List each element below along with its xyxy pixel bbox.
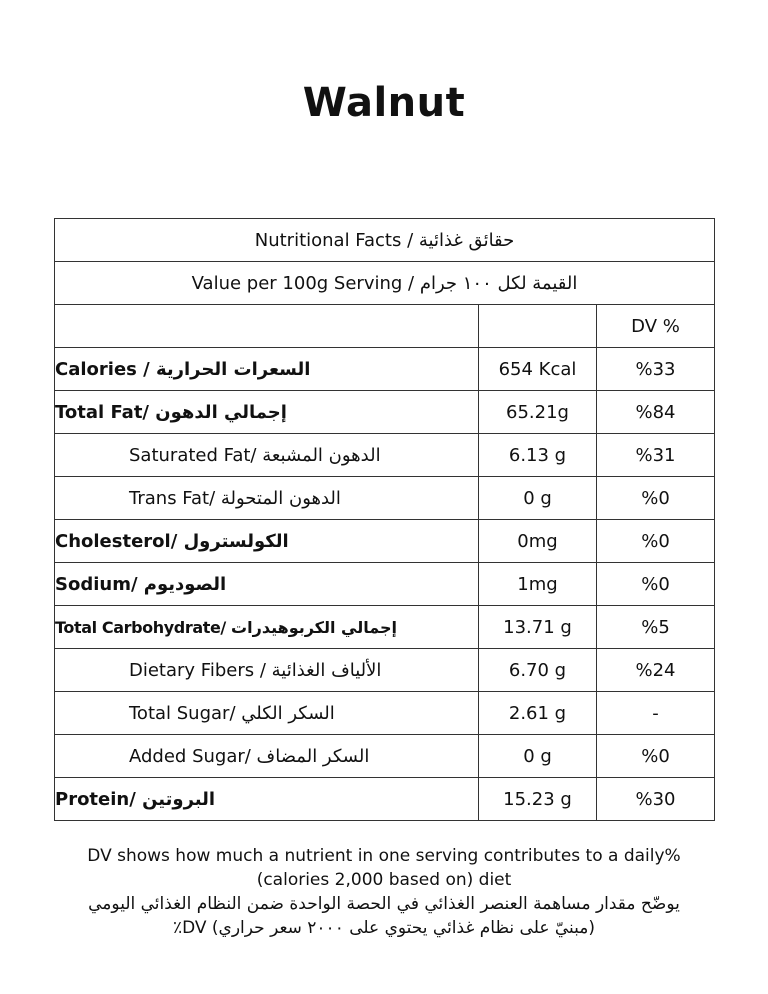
nutrient-dv: - <box>597 692 715 735</box>
dv-column-header: DV % <box>597 305 715 348</box>
table-row <box>55 348 715 391</box>
table-row <box>55 778 715 821</box>
nutrient-name: Dietary Fibers / الألياف الغذائية <box>55 649 479 692</box>
table-row <box>55 692 715 735</box>
nutrient-dv: %0 <box>597 563 715 606</box>
nutrient-name: Protein/ البروتين <box>55 778 479 821</box>
nutrient-dv: %33 <box>597 348 715 391</box>
nutrient-value: 654 Kcal <box>479 348 597 391</box>
nutrient-value: 0 g <box>479 735 597 778</box>
nutrient-dv: %0 <box>597 477 715 520</box>
nutrient-name: Sodium/ الصوديوم <box>55 563 479 606</box>
nutrient-value: 65.21g <box>479 391 597 434</box>
nutrient-name: Total Fat/ إجمالي الدهون <box>55 391 479 434</box>
nutrient-dv: %24 <box>597 649 715 692</box>
table-row <box>55 649 715 692</box>
nutrient-dv: %30 <box>597 778 715 821</box>
nutrient-name: Calories / السعرات الحرارية <box>55 348 479 391</box>
empty-header-cell <box>55 305 479 348</box>
footnote-arabic-line: يوضّح مقدار مساهمة العنصر الغذائي في الحصة الواحدة ضمن النظام الغذائي اليومي <box>88 894 680 914</box>
nutrient-name: Total Carbohydrate/ إجمالي الكربوهيدرات <box>55 606 479 649</box>
dv-footnote <box>40 844 728 940</box>
serving-row <box>55 262 715 305</box>
footnote-english-line: (calories 2,000 based on) diet <box>256 870 512 890</box>
nutrient-value: 13.71 g <box>479 606 597 649</box>
table-header-row <box>55 219 715 262</box>
nutrient-value: 15.23 g <box>479 778 597 821</box>
nutrient-dv: %5 <box>597 606 715 649</box>
nutrient-value: 0mg <box>479 520 597 563</box>
product-title: Walnut <box>302 80 466 126</box>
serving-size-label: Value per 100g Serving / القيمة لكل ١٠٠ جرام <box>55 262 715 305</box>
nutrient-name: Saturated Fat/ الدهون المشبعة <box>55 434 479 477</box>
nutrient-dv: %31 <box>597 434 715 477</box>
nutrient-name: Trans Fat/ الدهون المتحولة <box>55 477 479 520</box>
nutrient-value: 6.70 g <box>479 649 597 692</box>
footnote-english-line: DV shows how much a nutrient in one serving contributes to a daily% <box>87 846 681 866</box>
nutrition-facts-table <box>54 218 715 821</box>
table-row <box>55 391 715 434</box>
nutrient-value: 0 g <box>479 477 597 520</box>
nutrient-name: Total Sugar/ السكر الكلي <box>55 692 479 735</box>
table-row <box>55 563 715 606</box>
table-row <box>55 735 715 778</box>
nutrient-dv: %0 <box>597 520 715 563</box>
nutrient-name: Cholesterol/ الكولسترول <box>55 520 479 563</box>
column-header-row <box>55 305 715 348</box>
empty-header-cell <box>479 305 597 348</box>
table-row <box>55 606 715 649</box>
table-row <box>55 477 715 520</box>
nutrition-facts-heading: Nutritional Facts / حقائق غذائية <box>55 219 715 262</box>
nutrient-dv: %0 <box>597 735 715 778</box>
nutrient-value: 2.61 g <box>479 692 597 735</box>
footnote-arabic-line: (مبنيّ على نظام غذائي يحتوي على ٢٠٠٠ سعر حراري) DV٪ <box>172 918 596 938</box>
nutrient-name: Added Sugar/ السكر المضاف <box>55 735 479 778</box>
nutrient-value: 6.13 g <box>479 434 597 477</box>
table-row <box>55 520 715 563</box>
nutrient-dv: %84 <box>597 391 715 434</box>
table-row <box>55 434 715 477</box>
nutrient-value: 1mg <box>479 563 597 606</box>
